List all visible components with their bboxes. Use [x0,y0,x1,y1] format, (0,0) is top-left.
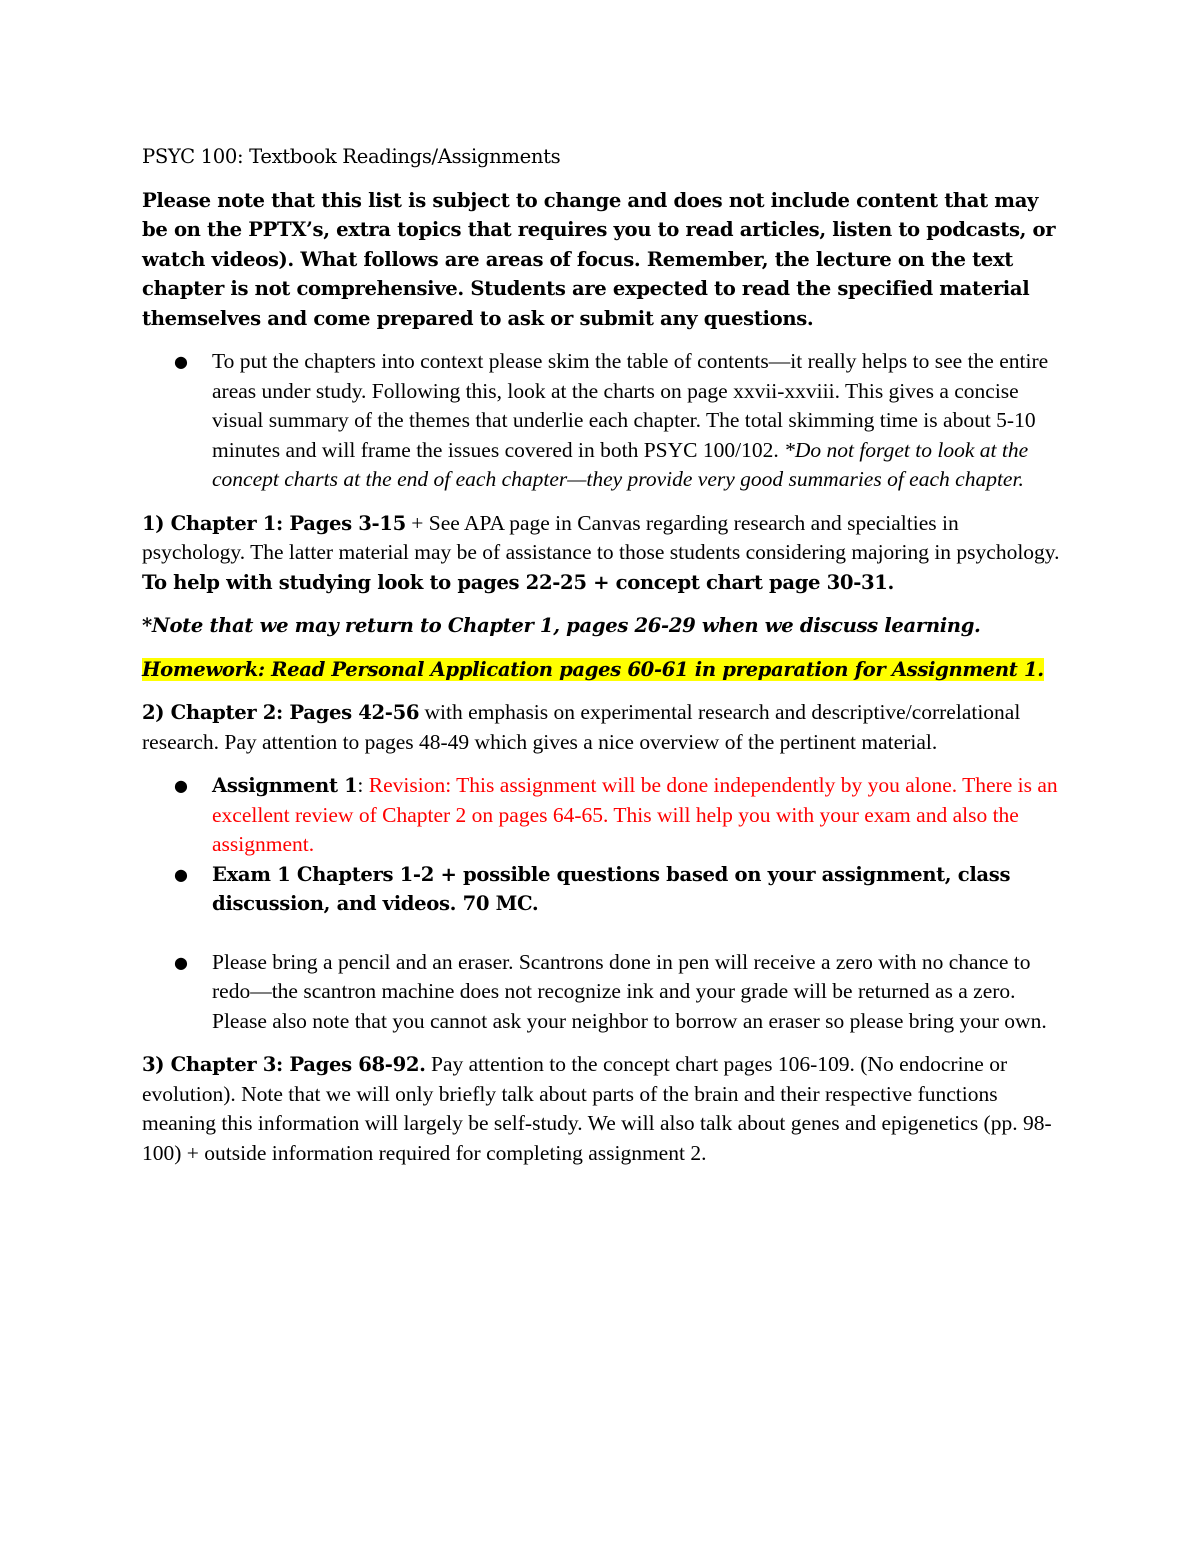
chapter2-bullet-list [142,771,1062,1036]
assignment1-bullet [142,771,1062,860]
assignment1-label: Assignment 1 [212,774,358,797]
bullet-icon: ● [174,864,188,884]
chapter1-heading: 1) Chapter 1: Pages 3-15 [142,511,406,535]
bullet-icon: ● [174,776,188,795]
chapter2-section [142,698,1062,757]
assignment1-revision-text: Revision: This assignment will be done independently by you alone. There is an excellent review of Chapter 2 on pages 64-65. This will help you with your exam and also the assignment. [212,773,1058,856]
context-text: To put the chapters into context please skim the table of contents—it really helps to see the entire areas under study. Following this, look at the charts on page xxvii-xxviii. This gives a concise visual summary of the themes that underlie each chapter. The total skimming time is about 5-10 minutes and will frame the issues covered in both PSYC 100/102. [212,349,1049,462]
chapter1-text: + See APA page in Canvas regarding research and specialties in psychology. The latter material may be of assistance to those students considering majoring in psychology. [142,510,1060,564]
homework-line [142,655,1062,685]
chapter3-heading: 3) Chapter 3: Pages 68-92. [142,1053,426,1076]
document-body [142,142,1062,1182]
context-bullet-list [142,347,1062,495]
chapter2-heading: 2) Chapter 2: Pages 42-56 [142,701,420,724]
chapter1-note: *Note that we may return to Chapter 1, pages 26-29 when we discuss learning. [142,614,981,637]
assignment1-colon: : [357,773,369,797]
exam1-bullet [142,860,1062,919]
chapter1-section [142,509,1062,598]
pencil-text: Please bring a pencil and an eraser. Scantrons done in pen will receive a zero with no chance to redo—the scantron machine does not recognize ink and your grade will be returned as a zero. Please also note that you cannot ask your neighbor to borrow an eraser so please bring your own. [212,949,1047,1033]
bullet-icon: ● [174,952,188,972]
exam1-text: Exam 1 Chapters 1-2 + possible questions based on your assignment, class discussion, and videos. 70 MC. [212,862,1011,915]
chapter1-study-tip: To help with studying look to pages 22-25 + concept chart page 30-31. [142,570,895,594]
homework-highlight: Homework: Read Personal Application pages 60-61 in preparation for Assignment 1. [142,657,1044,681]
chapter2-text: with emphasis on experimental research and descriptive/correlational research. Pay attention to pages 48-49 which gives a nice overview of the pertinent material. [142,700,1021,754]
bullet-icon: ● [174,352,188,371]
chapter3-text: Pay attention to the concept chart pages 106-109. (No endocrine or evolution). Note that we will only briefly talk about parts of the brain and their respective functions meaning this information will largely be self-study. We will also talk about genes and epigenetics (pp. 98-100) + outside information required for completing assignment 2. [142,1052,1052,1165]
intro-note: Please note that this list is subject to change and does not include content that may be on the PPTX’s, extra topics that requires you to read articles, listen to podcasts, or watch videos). What follows are areas of focus. Remember, the lecture on the text chapter is not comprehensive. Students are expected to read the specified material themselves and come prepared to ask or submit any questions. [142,188,1056,330]
document-title: PSYC 100: Textbook Readings/Assignments [142,145,561,168]
context-italic-note: *Do not forget to look at the concept charts at the end of each chapter—they provide very good summaries of each chapter. [212,437,1029,491]
chapter3-section [142,1050,1062,1168]
pencil-bullet [142,948,1062,1037]
context-bullet [142,347,1062,495]
